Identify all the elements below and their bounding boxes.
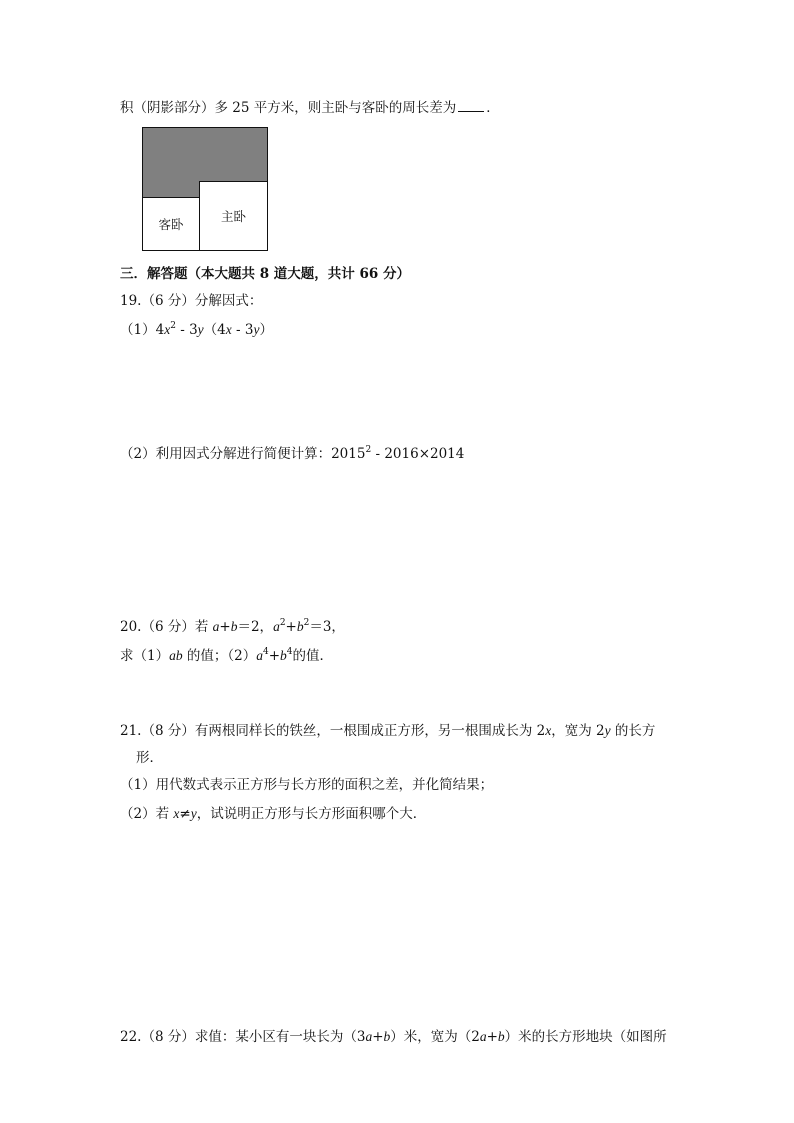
- q19-part1: $(1)4x^2 - 3y(4x - 3y)$: [120, 321, 273, 338]
- answer-blank: [458, 99, 484, 112]
- shaded-area-top: [143, 128, 267, 182]
- floor-plan-figure: [142, 127, 268, 251]
- master-room: 主卧: [199, 181, 268, 251]
- section-title: 三．解答题（本大题共 8 道大题，共计 66 分）: [120, 266, 410, 282]
- q22-header: 22.（8 分）求值：某小区有一块长为（3a+b）米，宽为（2a+b）米的长方形地块（如图所: [120, 1029, 667, 1045]
- q18-text: 积（阴影部分）多 25 平方米，则主卧与客卧的周长差为 ．: [120, 100, 500, 116]
- q21-line2: 形．: [136, 750, 163, 766]
- q21-part1: （1）用代数式表示正方形与长方形的面积之差，并化简结果；: [120, 777, 494, 793]
- q19-part2: （2）利用因式分解进行简便计算：2015$^2$ - 2016×2014: [120, 445, 465, 462]
- q21-line1: 21.（8 分）有两根同样长的铁丝，一根围成正方形，另一根围成长为 2x，宽为 2y 的长方: [120, 723, 656, 739]
- q20-line2: 求（1）ab 的值；$(2)a^4+b^4$的值．: [120, 647, 334, 664]
- q19-header: 19.（6 分）分解因式：: [120, 293, 263, 309]
- shaded-area-left: [143, 182, 199, 198]
- guest-room: 客卧: [142, 197, 200, 251]
- q20-header: 20.（6 分）若 a+b＝2，$a^2+b^2=3$，: [120, 618, 345, 635]
- q21-part2: （2）若 x≠y，试说明正方形与长方形面积哪个大．: [120, 806, 427, 822]
